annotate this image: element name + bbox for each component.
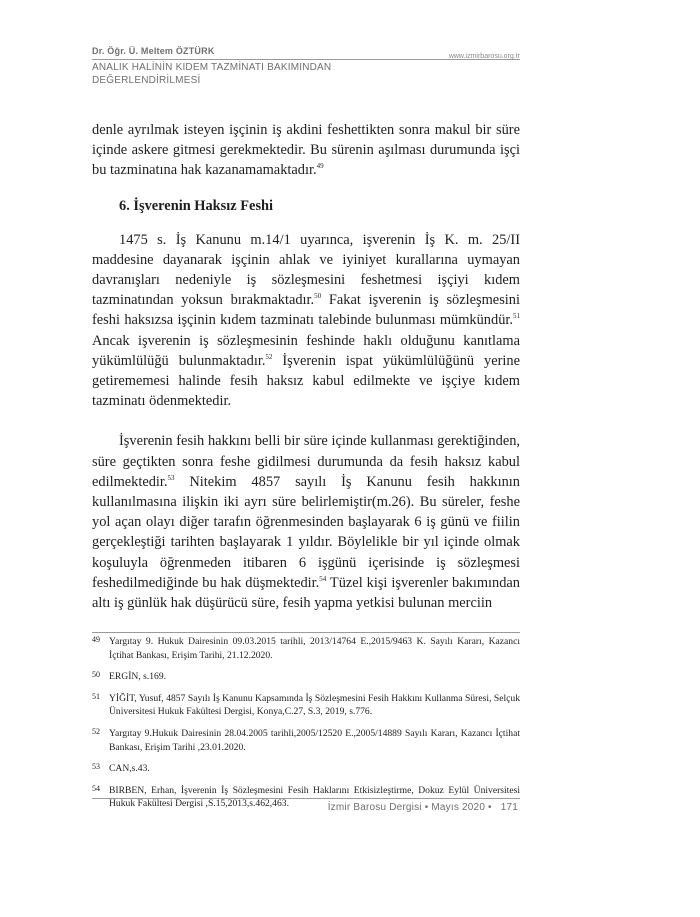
section-heading: 6. İşverenin Haksız Feshi [119,197,274,214]
paragraph-3 [92,431,520,613]
footnote-text: YİĞİT, Yusuf, 4857 Sayılı İş Kanunu Kapsamında İş Sözleşmesini Fesih Hakkını Kullanma Süresi, Selçuk Üniversitesi Hukuk Fakültesi Dergisi, Konya,C.27, S.3, 2019, s.776. [109,692,520,718]
footnote-number: 51 [92,691,100,701]
paragraph-2-text-a: 1475 s. İş Kanunu m.14/1 uyarınca, işverenin İş K. m. 25/II maddesine dayanarak işçinin ahlak ve iyiniyet kurallarına uymayan davranışları nedeniyle iş sözleşmesini feshetmesi işçiyi kıdem tazminatından yoksun bırakmaktadır. [92,231,520,309]
footnote-text: Yargıtay 9. Hukuk Dairesinin 09.03.2015 tarihli, 2013/14764 E.,2015/9463 K. Sayılı Kararı, Kazancı İçtihat Bankası, Erişim Tarihi, 21.12.2020. [109,636,520,661]
main-text [92,120,520,613]
footnote-number: 53 [92,762,100,772]
footnote-text: CAN,s.43. [109,763,150,775]
footnote-ref-54[interactable]: 54 [319,575,327,584]
paragraph-2-text-d: İşverenin ispat yükümlülüğünü yerine getirememesi halinde fesih haksız kabul edilmekte ve işçiye kıdem tazminatı ödenmektedir. [92,352,520,410]
running-footer [328,802,518,813]
header-author: Dr. Öğr. Ü. Meltem ÖZTÜRK [92,46,215,56]
footnote-50 [92,670,520,684]
header-title-line-2: DEĞERLENDİRİLMESİ [92,75,201,86]
footer-journal: İzmir Barosu Dergisi • Mayıs 2020 • [327,802,492,813]
footnote-text: ERGİN, s.169. [109,671,167,683]
paragraph-3-text-b: Nitekim 4857 sayılı İş Kanunu fesih hakkının kullanılmasına ilişkin iki ayrı süre belirlemiştir(m.26). Bu süreler, feshe yol açan olayı diğer tarafın öğrenmesinden başlayarak 6 iş günü ve fiilin gerçekleştiği tarihten başlayarak 1 yıldır. Böylelikle bir yıl içinde olmak koşuluyla öğrenmeden itibaren 6 işgünü içerisinde iş sözleşmesi feshedilmediğinde bu hak düşmektedir. [92,473,520,591]
footnote-text: BIRBEN, Erhan, İşverenin İş Sözleşmesini Fesih Haklarını Etkisizleştirme, Dokuz Eylül Üniversitesi Hukuk Fakültesi Dergisi ,S.15,2013,s.462,463. [109,784,520,810]
footnotes [92,635,520,819]
header-rule [92,59,428,60]
header-article-title [92,61,392,87]
footnote-49 [92,635,520,662]
paragraph-1 [92,120,520,181]
footnote-number: 49 [92,635,100,644]
footer-rule [92,798,520,799]
footnote-separator [92,632,520,633]
header-url: www.izmirbarosu.org.tr [448,53,520,60]
footnote-ref-50[interactable]: 50 [314,292,322,301]
paragraph-3-text-c: Tüzel kişi işverenler bakımından altı iş günlük hak düşürücü süre, fesih yapma yetkisi bulunan merciin [92,574,520,612]
paragraph-1-text: denle ayrılmak isteyen işçinin iş akdini feshettikten sonra makul bir süre içinde askere gitmesi gerekmektedir. Bu sürenin aşılması durumunda işçi bu tazminatına hak kazanamamaktadır. [92,122,520,179]
footnote-51 [92,692,520,719]
footnote-53 [92,762,520,776]
footnote-ref-53[interactable]: 53 [167,474,175,483]
page-number: 171 [500,802,518,813]
footnote-number: 52 [92,726,100,736]
footnote-ref-49[interactable]: 49 [316,162,324,171]
footnote-ref-51[interactable]: 51 [513,312,520,321]
footnote-ref-52[interactable]: 52 [265,353,273,362]
footnote-52 [92,727,520,754]
paragraph-3-text-a: İşverenin fesih hakkını belli bir süre içinde kullanması gerektiğinden, süre geçtikten sonra feshe gidilmesi durumunda da fesih haksız kabul edilmektedir. [92,433,520,490]
footnote-number: 50 [92,670,100,680]
footnote-text: Yargıtay 9.Hukuk Dairesinin 28.04.2005 tarihli,2005/12520 E.,2005/14889 Sayılı Kararı, Kazancı İçtihat Bankası, Erişim Tarihi ,23.01.2020. [109,727,520,753]
footnote-number: 54 [92,783,100,793]
paragraph-2-text-b: Fakat işverenin iş sözleşmesini feshi haksızsa işçinin kıdem tazminatı talebinde bulunması mümkündür. [92,292,520,329]
paragraph-2 [92,230,520,412]
header-title-line-1: ANALIK HALİNİN KIDEM TAZMİNATI BAKIMINDAN [92,62,332,73]
paragraph-2-text-c: Ancak işverenin iş sözleşmesinin feshinde haklı olduğunu kanıtlama yükümlülüğü bulunmaktadır. [92,332,520,369]
